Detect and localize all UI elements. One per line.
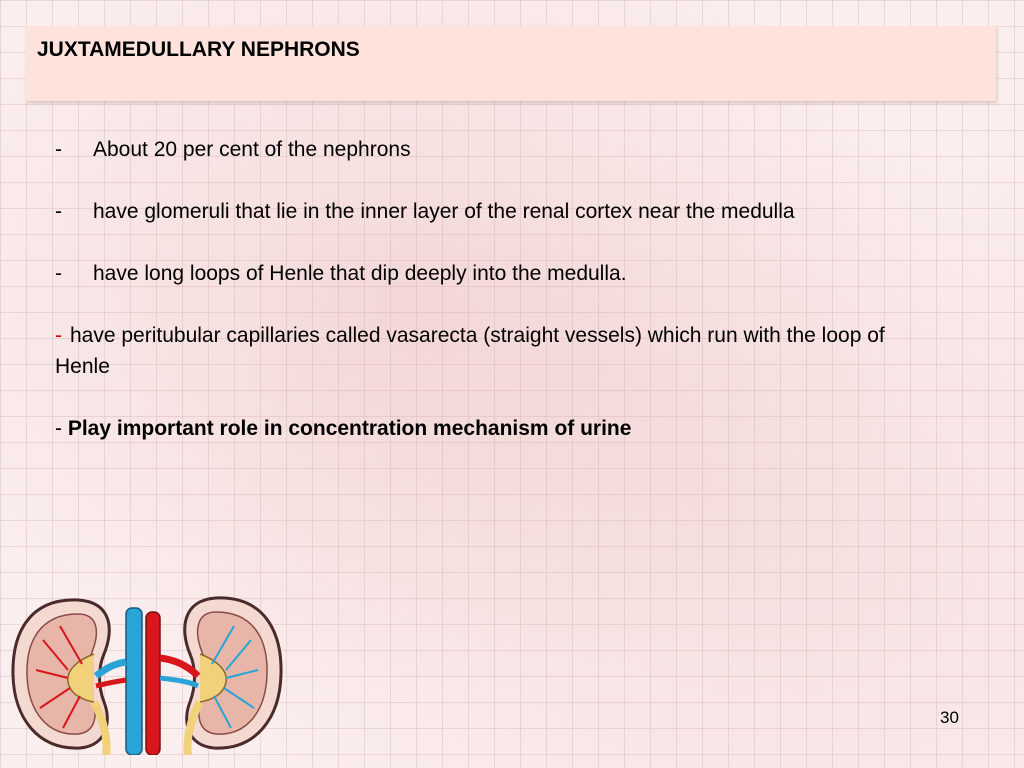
bullet-item [55,320,915,382]
bullet-marker: - [55,417,68,440]
kidney-illustration-icon [8,590,286,755]
slide-title: JUXTAMEDULLARY NEPHRONS [37,38,360,61]
page-number: 30 [940,708,959,727]
bullet-text: have glomeruli that lie in the inner layer of the renal cortex near the medulla [93,200,795,223]
bullet-text-bold: Play important role in concentration mechanism of urine [67,417,632,440]
slide-content [55,134,915,475]
bullet-marker: - [55,200,62,223]
title-bar [26,26,996,101]
vein-icon [126,608,142,755]
bullet-text: have peritubular capillaries called vasarecta (straight vessels) which run with the loop of Henle [55,324,885,378]
artery-icon [146,612,160,755]
bullet-item-bold [55,413,915,444]
bullet-marker-red: - [55,324,62,347]
bullet-item [55,134,915,165]
bullet-item [55,196,915,227]
bullet-text: have long loops of Henle that dip deeply into the medulla. [93,262,627,285]
bullet-item [55,258,915,289]
bullet-marker: - [55,262,62,285]
bullet-text: About 20 per cent of the nephrons [93,138,411,161]
bullet-marker: - [55,138,62,161]
